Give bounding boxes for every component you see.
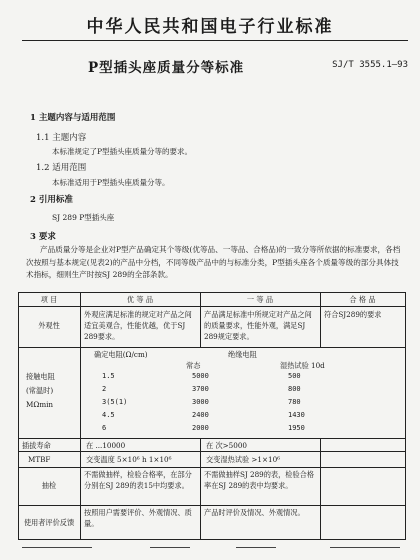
resistance-row-1-contact: 1.5 [102, 372, 115, 380]
section-1-2-heading: 1.2 适用范围 [36, 163, 87, 173]
resistance-row-1-damp: 500 [288, 372, 301, 380]
feedback-excellent: 按照用户需要评价、外观情况、质量。 [84, 508, 192, 528]
subheader-damp-heat: 湿热试验 10d [280, 361, 325, 370]
mtbf-excellent: 交变温度 5×10⁶ h 1×10⁶ [86, 455, 172, 464]
resistance-row-4-damp: 1430 [288, 411, 305, 419]
subheader-normal: 常态 [186, 361, 201, 370]
resistance-row-2-contact: 2 [102, 385, 107, 393]
col-header-qualified: 合 格 品 [349, 295, 376, 304]
appearance-qualified: 符合SJ289的要求 [324, 310, 382, 319]
resistance-row-5-normal: 2000 [192, 424, 209, 432]
section-3-text: 产品质量分等是企业对P型产品确定其个等级(优等品、一等品、合格品)的一致分等所依据的标准要求，各档次按照与基本规定(见表2)的产品中分档，不同等级产品中的与标准分类，P型插头座各个质量等级的部分具体技术指标，细则生产时按SJ 289的全部条款。 [26, 245, 401, 279]
section-1-1-text: 本标准规定了P型插头座质量分等的要求。 [52, 147, 193, 156]
section-2-text: SJ 289 P型插头座 [52, 213, 115, 222]
resistance-row-5-damp: 1950 [288, 424, 305, 432]
resistance-row-4-normal: 2400 [192, 411, 209, 419]
row-label-resistance-1: 接触电阻 [26, 372, 55, 381]
resistance-row-2-normal: 3700 [192, 385, 209, 393]
resistance-row-2-damp: 800 [288, 385, 301, 393]
standard-title: P型插头座质量分等标准 [88, 60, 245, 76]
durability-first: 在 次>5000 [206, 441, 247, 450]
section-1-2-text: 本标准适用于P型插头座质量分等。 [52, 178, 170, 187]
col-header-first: 一 等 品 [246, 295, 274, 304]
row-label-mtbf: MTBF [28, 455, 51, 464]
resistance-row-1-normal: 5000 [192, 372, 209, 380]
subheader-contact-resistance: 确定电阻(Ω/cm) [94, 350, 148, 359]
resistance-row-3-normal: 3000 [192, 398, 209, 406]
header-rule [22, 40, 408, 41]
sampling-first: 不需做抽样SJ 289的表，检验合格率在SJ 289的表中均要求。 [204, 470, 315, 490]
col-header-item: 项 目 [40, 295, 58, 304]
footer-rule [0, 547, 420, 548]
standard-issuer-title: 中华人民共和国电子行业标准 [86, 17, 334, 37]
row-label-resistance-3: MΩmin [26, 400, 54, 409]
sampling-excellent: 不需做抽样，检验合格率，在部分分别在SJ 289的表15中均要求。 [84, 470, 192, 490]
section-1-heading: 1 主题内容与适用范围 [30, 113, 116, 123]
row-label-sampling: 抽检 [41, 481, 57, 490]
resistance-row-4-contact: 4.5 [102, 411, 115, 419]
col-header-excellent: 优 等 品 [126, 295, 154, 304]
durability-excellent: 在 ...10000 [86, 441, 126, 450]
row-label-appearance: 外观性 [38, 321, 60, 330]
appearance-excellent: 外观应满足标准的规定对产品之间适宜美观合，性能优越，优于SJ 289要求。 [84, 310, 192, 341]
mtbf-first: 交变湿热试验 >1×10⁶ [206, 455, 281, 464]
resistance-row-5-contact: 6 [102, 424, 107, 432]
subheader-insulation: 绝缘电阻 [228, 350, 257, 359]
row-label-durability: 插拔寿命 [22, 441, 51, 450]
section-1-1-heading: 1.1 主题内容 [36, 133, 87, 143]
feedback-first: 产品时评价及情况、外观情况。 [204, 508, 305, 517]
resistance-row-3-damp: 780 [288, 398, 301, 406]
section-3-heading: 3 要求 [30, 232, 56, 242]
quality-grade-table [18, 292, 406, 540]
resistance-row-3-contact: 3(5(1) [102, 398, 128, 406]
standard-code: SJ/T 3555.1—93 [332, 60, 408, 70]
appearance-first: 产品满足标准中所规定对产品之间的质量要求，性能外观，满足SJ 289规定要求。 [204, 310, 312, 341]
row-label-resistance-2: (常温时) [26, 386, 54, 395]
section-2-heading: 2 引用标准 [30, 195, 73, 205]
row-label-feedback: 使用者评价反馈 [23, 518, 75, 527]
